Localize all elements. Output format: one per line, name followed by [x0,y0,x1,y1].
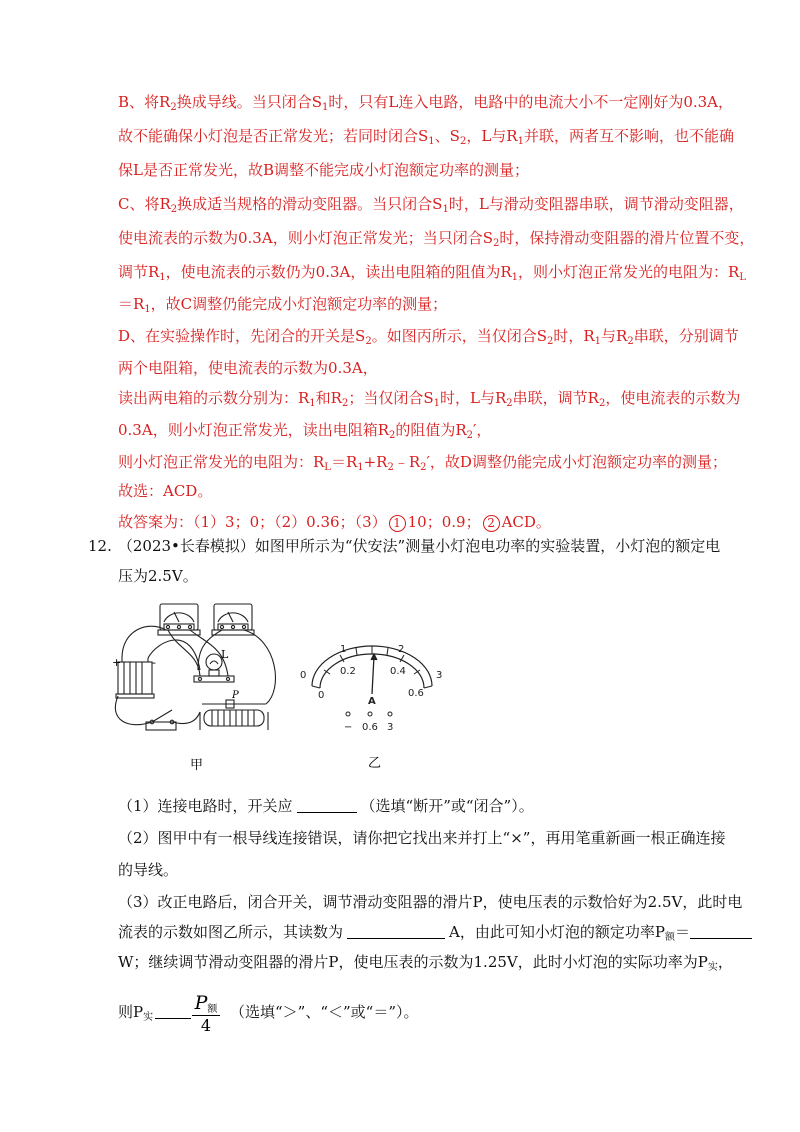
ammeter-dial-figure [292,636,452,736]
figure-a-caption: 甲 [190,758,204,773]
terminal-3: 3 [387,722,394,733]
solution-choice: 故选：ACD。 [118,482,213,500]
solution-d-line-5: 则小灯泡正常发光的电阻为：$R_L=R_1+R_2﹣R_2'$，故D调整仍能完成小灯泡额定功率的测量； [118,453,727,473]
battery-icon [116,658,154,698]
q3-current-blank[interactable] [347,924,445,939]
solution-answer: 故答案为：（1）3；0；（2）0.36；（3） 1 10；0.9； 2 ACD。 [118,513,551,531]
solution-d-line-4: 0.3A，则小灯泡正常发光，读出电阻箱$R_2$的阻值为$R_2'$， [118,421,492,441]
outer-scale-3: 3 [436,670,443,681]
voltmeter-icon [158,604,200,635]
solution-d-line-2: 两个电阻箱，使电流表的示数为0.3A， [118,359,378,377]
solution-c-line-4: $=R_1$，故C调整仍能完成小灯泡额定功率的测量； [118,295,448,315]
inner-scale-0.4: 0.4 [390,666,406,677]
question-12-stem-1: 12. （2023•长春模拟）如图甲所示为“伏安法”测量小灯泡电功率的实验装置，小灯泡的额定电 [88,537,721,555]
inner-scale-0.2: 0.2 [340,666,356,677]
battery-plus-label: + [112,656,122,669]
circled-2: 2 [483,515,500,532]
q3-line-3: W；继续调节滑动变阻器的滑片P，使电压表的示数为1.25V，此时小灯泡的实际功率为$P_实$， [118,953,733,973]
circuit-apparatus-figure [108,600,288,750]
figure-b-caption: 乙 [368,756,382,771]
lamp-label: L [221,648,229,661]
q2-line-2: 的导线。 [118,861,179,879]
terminal-minus: − [344,722,353,733]
q3-line-1: （3）改正电路后，闭合开关，调节滑动变阻器的滑片P，使电压表的示数恰好为2.5V，此时电 [118,893,743,911]
solution-b-line-3: 保L是否正常发光，故B调整不能完成小灯泡额定功率的测量； [118,161,529,179]
solution-b-line-2: 故不能确保小灯泡是否正常发光；若同时闭合$S_1$、$S_2$，L与$R_1$并联，两者互不影响，也不能确 [118,127,734,147]
battery-minus-label: - [152,656,156,669]
unit-label: A [368,696,376,707]
solution-b-line-1: B、将$R_2$换成导线。当只闭合$S_1$时，只有L连入电路，电路中的电流大小不一定刚好为0.3A， [118,93,734,113]
solution-d-line-3: 读出两电箱的示数分别为：$R_1$和$R_2$；当仅闭合$S_1$时，L与$R_2$串联，调节$R_2$，使电流表的示数为 [118,389,741,409]
solution-d-line-1: D、在实验操作时，先闭合的开关是$S_2$。如图丙所示，当仅闭合$S_2$时，$R_1$与$R_2$串联，分别调节 [118,327,739,347]
solution-c-line-2: 使电流表的示数为0.3A，则小灯泡正常发光；当只闭合$S_2$时，保持滑动变阻器的滑片位置不变， [118,229,755,249]
solution-c-line-1: C、将$R_2$换成适当规格的滑动变阻器。当只闭合$S_1$时，L与滑动变阻器串联，调节滑动变阻器， [118,195,744,215]
q1-line: （1）连接电路时，开关应 （选填“断开”或“闭合”）。 [118,797,534,815]
q2-line-1: （2）图甲中有一根导线连接错误，请你把它找出来并打上“×”，再用笔重新画一根正确连接 [118,829,726,847]
terminal-0.6: 0.6 [362,722,378,733]
inner-scale-0.6: 0.6 [408,688,424,699]
circled-1: 1 [389,515,406,532]
q1-blank[interactable] [297,798,357,813]
rated-power-fraction: $P_额$ 4 [186,992,226,1036]
rheostat-icon [200,700,268,730]
q3-line-4-tail: （选填“＞”、“＜”或“＝”）。 [230,1003,419,1021]
q3-power-blank[interactable] [690,924,752,939]
switch-icon [146,710,176,730]
slider-label: P [232,690,239,701]
outer-scale-1: 1 [340,644,347,655]
outer-scale-2: 2 [398,644,405,655]
ammeter-icon [212,604,254,635]
inner-scale-0: 0 [318,690,325,701]
solution-c-line-3: 调节$R_1$，使电流表的示数仍为0.3A，读出电阻箱的阻值为$R_1$，则小灯泡正常发光的电阻为：$R_L$ [118,263,746,283]
q3-line-2: 流表的示数如图乙所示，其读数为 A，由此可知小灯泡的额定功率$P_额=$ [118,922,752,942]
question-12-stem-2: 压为2.5V。 [118,567,198,585]
outer-scale-0: 0 [300,670,307,681]
q3-line-4: 则$P_实$ [118,1002,191,1022]
